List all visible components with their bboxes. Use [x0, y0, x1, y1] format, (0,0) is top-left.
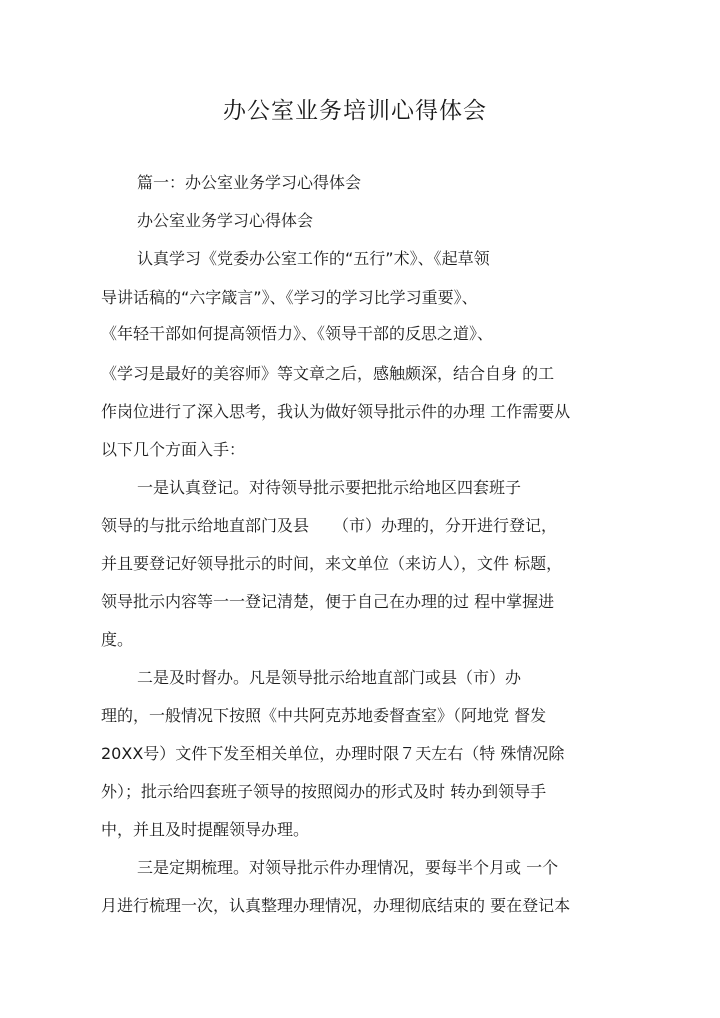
paragraph-line: 《年轻干部如何提高领悟力》、《领导干部的反思之道》、: [101, 324, 494, 343]
paragraph-line: 20XX号）文件下发至相关单位，办理时限７天左右（特 殊情况除: [101, 744, 565, 763]
paragraph-line: 月进行梳理一次，认真整理办理情况，办理彻底结束的 要在登记本: [101, 896, 571, 915]
paragraph-line: 《学习是最好的美容师》等文章之后，感触颇深，结合自身 的工: [101, 364, 555, 383]
paragraph-line: 导讲话稿的“六字箴言”》、《学习的学习比学习重要》、: [101, 288, 478, 307]
paragraph-line: 外）；批示给四套班子领导的按照阅办的形式及时 转办到领导手: [101, 782, 547, 801]
section-heading: 篇一：办公室业务学习心得体会: [137, 173, 362, 192]
paragraph-line: 一是认真登记。对待领导批示要把批示给地区四套班子: [137, 478, 522, 497]
document-title: 办公室业务培训心得体会: [223, 98, 487, 124]
paragraph-line: 作岗位进行了深入思考，我认为做好领导批示件的办理 工作需要从: [101, 402, 571, 421]
paragraph-line: 领导批示内容等一一登记清楚，便于自己在办理的过 程中掌握进: [101, 592, 555, 611]
paragraph-line: 理的，一般情况下按照《中共阿克苏地委督查室》（阿地党 督发: [101, 706, 547, 725]
paragraph-line: 中，并且及时提醒领导办理。: [101, 820, 310, 839]
subheading: 办公室业务学习心得体会: [137, 211, 314, 230]
paragraph-line: 度。: [101, 630, 134, 649]
paragraph-line: 领导的与批示给地直部门及县 （市）办理的，分开进行登记，: [101, 516, 558, 535]
paragraph-line: 二是及时督办。凡是领导批示给地直部门或县（市）办: [137, 668, 522, 687]
paragraph-line: 认真学习《党委办公室工作的“五行”术》、《起草领: [137, 249, 490, 268]
paragraph-line: 三是定期梳理。对领导批示件办理情况，要每半个月或 一个: [137, 858, 559, 877]
paragraph-line: 以下几个方面入手：: [101, 440, 246, 459]
paragraph-line: 并且要登记好领导批示的时间，来文单位（来访人），文件 标题，: [101, 554, 563, 573]
